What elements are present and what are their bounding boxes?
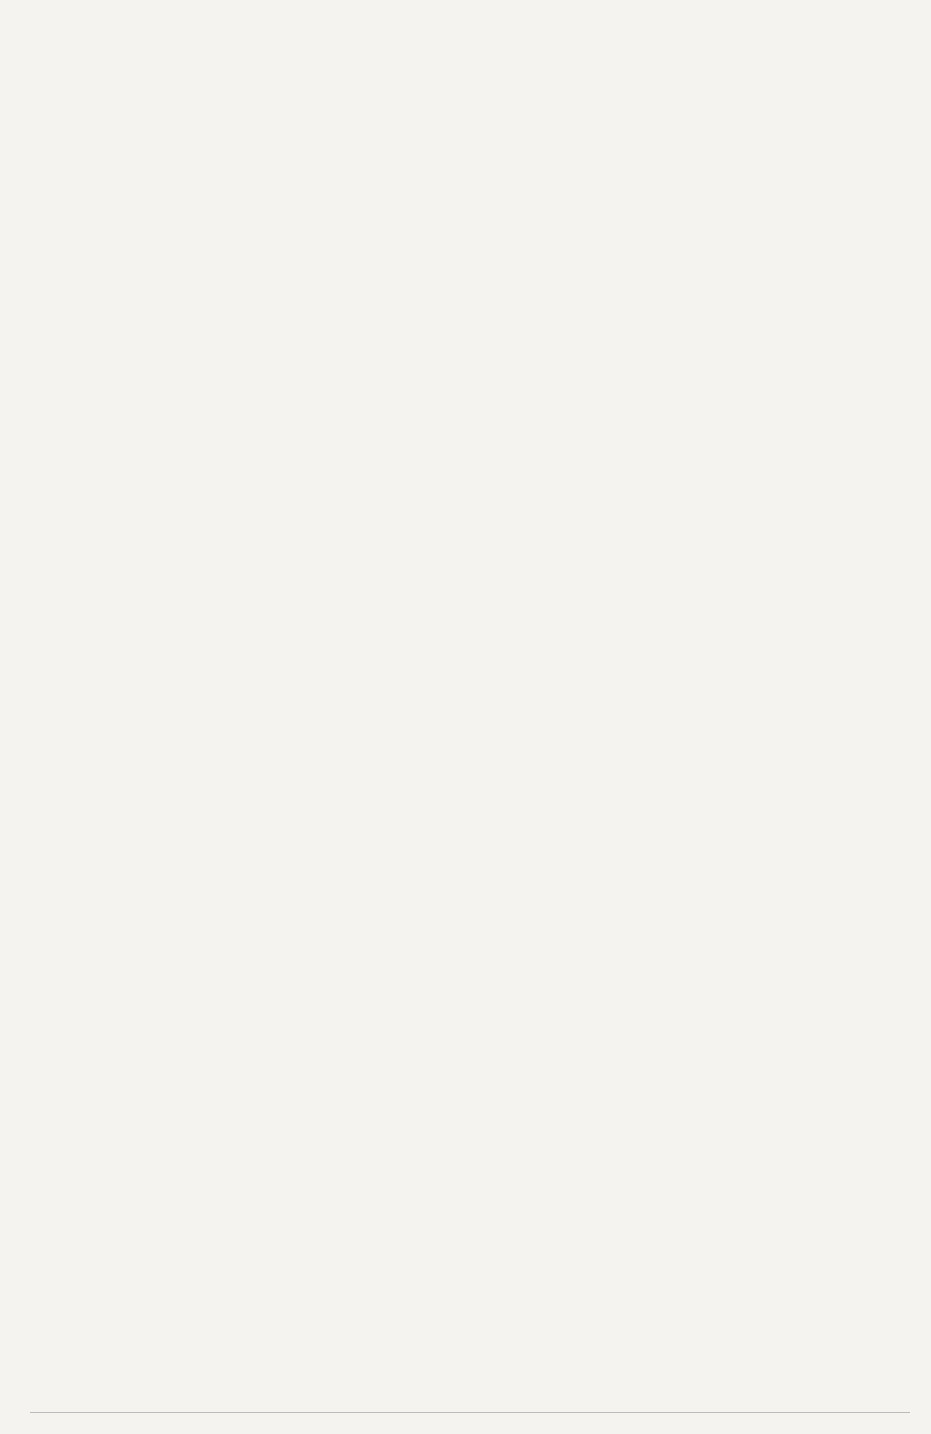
- page-bottom-rule: [30, 1412, 910, 1413]
